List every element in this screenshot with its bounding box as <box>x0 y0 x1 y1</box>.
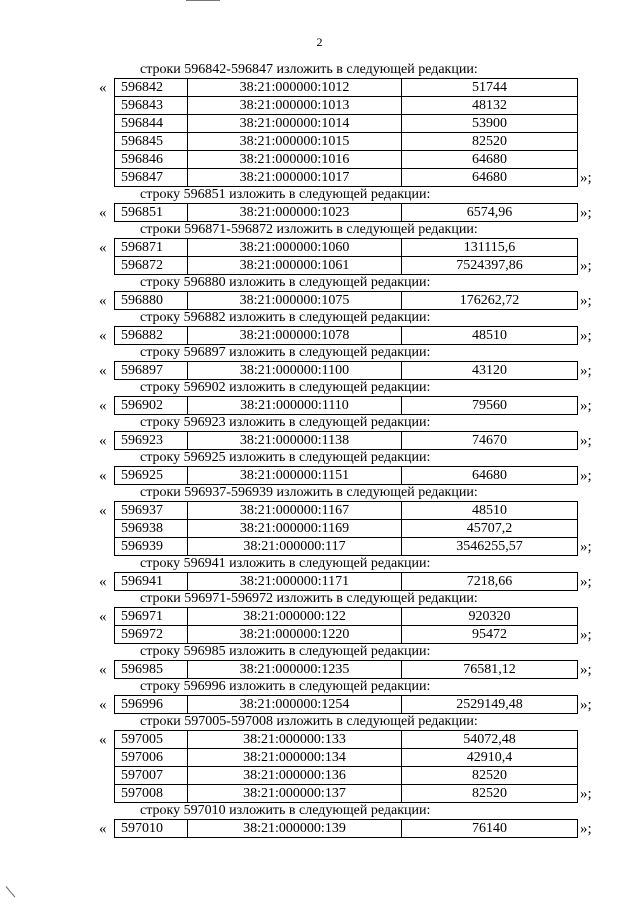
value-cell: 48132 <box>402 97 578 115</box>
row-number-cell: 596844 <box>115 115 188 133</box>
section-caption: строку 596851 изложить в следующей редакции: <box>140 187 431 202</box>
opening-quote: « <box>99 240 107 256</box>
row-number-cell: 596985 <box>115 661 188 679</box>
value-cell: 920320 <box>402 608 578 626</box>
value-cell: 6574,96 <box>402 204 578 222</box>
cadastral-number-cell: 38:21:000000:139 <box>188 820 402 838</box>
row-number-cell: 596971 <box>115 608 188 626</box>
value-cell: 7524397,86 <box>402 257 578 275</box>
cadastral-number-cell: 38:21:000000:1016 <box>188 151 402 169</box>
value-cell: 64680 <box>402 151 578 169</box>
value-cell: 176262,72 <box>402 292 578 310</box>
closing-quote: »; <box>580 468 592 484</box>
value-cell: 64680 <box>402 169 578 187</box>
value-cell: 76581,12 <box>402 661 578 679</box>
cadastral-number-cell: 38:21:000000:1023 <box>188 204 402 222</box>
amendment-table <box>114 396 578 415</box>
table-row <box>115 432 578 450</box>
table-row <box>115 820 578 838</box>
opening-quote: « <box>99 732 107 748</box>
cadastral-number-cell: 38:21:000000:1012 <box>188 79 402 97</box>
amendment-table <box>114 326 578 345</box>
table-row <box>115 749 578 767</box>
amendment-table <box>114 695 578 714</box>
closing-quote: »; <box>580 662 592 678</box>
amendment-table <box>114 431 578 450</box>
section-caption: строку 596996 изложить в следующей редакции: <box>140 679 431 694</box>
amendment-block <box>0 431 639 450</box>
row-number-cell: 596972 <box>115 626 188 644</box>
table-row <box>115 151 578 169</box>
value-cell: 54072,48 <box>402 731 578 749</box>
amendment-block <box>0 291 639 310</box>
cadastral-number-cell: 38:21:000000:1015 <box>188 133 402 151</box>
section-caption: строки 596937-596939 изложить в следующей редакции: <box>140 485 478 500</box>
closing-quote: »; <box>580 205 592 221</box>
cadastral-number-cell: 38:21:000000:1171 <box>188 573 402 591</box>
value-cell: 76140 <box>402 820 578 838</box>
table-row <box>115 115 578 133</box>
cadastral-number-cell: 38:21:000000:1061 <box>188 257 402 275</box>
row-number-cell: 597006 <box>115 749 188 767</box>
cadastral-number-cell: 38:21:000000:1014 <box>188 115 402 133</box>
value-cell: 7218,66 <box>402 573 578 591</box>
opening-quote: « <box>99 662 107 678</box>
table-row <box>115 502 578 520</box>
table-row <box>115 292 578 310</box>
amendment-block <box>0 730 639 803</box>
page-number: 2 <box>316 35 323 49</box>
closing-quote: »; <box>580 398 592 414</box>
closing-quote: »; <box>580 627 592 643</box>
section-caption: строку 596902 изложить в следующей редакции: <box>140 380 431 395</box>
amendment-table <box>114 607 578 644</box>
amendment-block <box>0 326 639 345</box>
value-cell: 131115,6 <box>402 239 578 257</box>
table-row <box>115 661 578 679</box>
opening-quote: « <box>99 609 107 625</box>
value-cell: 64680 <box>402 467 578 485</box>
cadastral-number-cell: 38:21:000000:1254 <box>188 696 402 714</box>
cadastral-number-cell: 38:21:000000:1078 <box>188 327 402 345</box>
closing-quote: »; <box>580 539 592 555</box>
closing-quote: »; <box>580 697 592 713</box>
amendment-block <box>0 660 639 679</box>
table-row <box>115 767 578 785</box>
cadastral-number-cell: 38:21:000000:1167 <box>188 502 402 520</box>
value-cell: 3546255,57 <box>402 538 578 556</box>
cadastral-number-cell: 38:21:000000:1100 <box>188 362 402 380</box>
closing-quote: »; <box>580 293 592 309</box>
value-cell: 42910,4 <box>402 749 578 767</box>
row-number-cell: 596847 <box>115 169 188 187</box>
opening-quote: « <box>99 574 107 590</box>
opening-quote: « <box>99 80 107 96</box>
closing-quote: »; <box>580 258 592 274</box>
section-caption: строки 596871-596872 изложить в следующей редакции: <box>140 222 478 237</box>
row-number-cell: 596842 <box>115 79 188 97</box>
amendment-block <box>0 607 639 644</box>
cadastral-number-cell: 38:21:000000:133 <box>188 731 402 749</box>
table-row <box>115 97 578 115</box>
row-number-cell: 596851 <box>115 204 188 222</box>
table-row <box>115 204 578 222</box>
value-cell: 82520 <box>402 785 578 803</box>
amendment-table <box>114 819 578 838</box>
table-row <box>115 608 578 626</box>
cadastral-number-cell: 38:21:000000:1013 <box>188 97 402 115</box>
opening-quote: « <box>99 468 107 484</box>
row-number-cell: 597010 <box>115 820 188 838</box>
cadastral-number-cell: 38:21:000000:1075 <box>188 292 402 310</box>
opening-quote: « <box>99 433 107 449</box>
amendments-list <box>0 62 639 838</box>
opening-quote: « <box>99 205 107 221</box>
value-cell: 74670 <box>402 432 578 450</box>
amendment-table <box>114 78 578 187</box>
value-cell: 53900 <box>402 115 578 133</box>
row-number-cell: 596897 <box>115 362 188 380</box>
row-number-cell: 596845 <box>115 133 188 151</box>
amendment-block <box>0 501 639 556</box>
cadastral-number-cell: 38:21:000000:1060 <box>188 239 402 257</box>
section-caption: строку 596897 изложить в следующей редакции: <box>140 345 431 360</box>
opening-quote: « <box>99 328 107 344</box>
cadastral-number-cell: 38:21:000000:1138 <box>188 432 402 450</box>
amendment-block <box>0 203 639 222</box>
closing-quote: »; <box>580 574 592 590</box>
amendment-table <box>114 501 578 556</box>
cadastral-number-cell: 38:21:000000:1110 <box>188 397 402 415</box>
row-number-cell: 596941 <box>115 573 188 591</box>
value-cell: 43120 <box>402 362 578 380</box>
table-row <box>115 538 578 556</box>
table-row <box>115 520 578 538</box>
amendment-table <box>114 572 578 591</box>
amendment-table <box>114 238 578 275</box>
table-row <box>115 696 578 714</box>
cadastral-number-cell: 38:21:000000:1220 <box>188 626 402 644</box>
section-caption: строки 596971-596972 изложить в следующей редакции: <box>140 591 478 606</box>
row-number-cell: 596882 <box>115 327 188 345</box>
amendment-table <box>114 361 578 380</box>
amendment-block <box>0 819 639 838</box>
table-row <box>115 327 578 345</box>
section-caption: строки 597005-597008 изложить в следующей редакции: <box>140 714 478 729</box>
row-number-cell: 596880 <box>115 292 188 310</box>
table-row <box>115 133 578 151</box>
cadastral-number-cell: 38:21:000000:1151 <box>188 467 402 485</box>
table-row <box>115 169 578 187</box>
cadastral-number-cell: 38:21:000000:117 <box>188 538 402 556</box>
row-number-cell: 596937 <box>115 502 188 520</box>
cadastral-number-cell: 38:21:000000:1235 <box>188 661 402 679</box>
opening-quote: « <box>99 363 107 379</box>
scan-artifact <box>186 0 220 4</box>
table-row <box>115 79 578 97</box>
value-cell: 45707,2 <box>402 520 578 538</box>
row-number-cell: 596902 <box>115 397 188 415</box>
value-cell: 2529149,48 <box>402 696 578 714</box>
amendment-block <box>0 78 639 187</box>
amendment-block <box>0 572 639 591</box>
row-number-cell: 596843 <box>115 97 188 115</box>
table-row <box>115 573 578 591</box>
opening-quote: « <box>99 697 107 713</box>
row-number-cell: 596871 <box>115 239 188 257</box>
closing-quote: »; <box>580 363 592 379</box>
value-cell: 48510 <box>402 502 578 520</box>
row-number-cell: 597005 <box>115 731 188 749</box>
row-number-cell: 597007 <box>115 767 188 785</box>
section-caption: строки 596842-596847 изложить в следующей редакции: <box>140 62 478 77</box>
row-number-cell: 596846 <box>115 151 188 169</box>
table-row <box>115 626 578 644</box>
cadastral-number-cell: 38:21:000000:122 <box>188 608 402 626</box>
cadastral-number-cell: 38:21:000000:1017 <box>188 169 402 187</box>
row-number-cell: 597008 <box>115 785 188 803</box>
table-row <box>115 785 578 803</box>
value-cell: 51744 <box>402 79 578 97</box>
closing-quote: »; <box>580 433 592 449</box>
section-caption: строку 597010 изложить в следующей редакции: <box>140 803 431 818</box>
section-caption: строку 596925 изложить в следующей редакции: <box>140 450 431 465</box>
row-number-cell: 596872 <box>115 257 188 275</box>
table-row <box>115 731 578 749</box>
value-cell: 48510 <box>402 327 578 345</box>
cadastral-number-cell: 38:21:000000:137 <box>188 785 402 803</box>
table-row <box>115 362 578 380</box>
row-number-cell: 596925 <box>115 467 188 485</box>
amendment-block <box>0 238 639 275</box>
table-row <box>115 239 578 257</box>
amendment-table <box>114 203 578 222</box>
amendment-block <box>0 396 639 415</box>
row-number-cell: 596923 <box>115 432 188 450</box>
section-caption: строку 596985 изложить в следующей редакции: <box>140 644 431 659</box>
section-caption: строку 596880 изложить в следующей редакции: <box>140 275 431 290</box>
amendment-table <box>114 291 578 310</box>
cadastral-number-cell: 38:21:000000:1169 <box>188 520 402 538</box>
closing-quote: »; <box>580 328 592 344</box>
table-row <box>115 467 578 485</box>
row-number-cell: 596996 <box>115 696 188 714</box>
row-number-cell: 596938 <box>115 520 188 538</box>
table-row <box>115 397 578 415</box>
value-cell: 95472 <box>402 626 578 644</box>
amendment-table <box>114 730 578 803</box>
closing-quote: »; <box>580 821 592 837</box>
amendment-block <box>0 466 639 485</box>
opening-quote: « <box>99 398 107 414</box>
amendment-table <box>114 466 578 485</box>
row-number-cell: 596939 <box>115 538 188 556</box>
section-caption: строку 596882 изложить в следующей редакции: <box>140 310 431 325</box>
opening-quote: « <box>99 503 107 519</box>
section-caption: строку 596923 изложить в следующей редакции: <box>140 415 431 430</box>
cadastral-number-cell: 38:21:000000:136 <box>188 767 402 785</box>
opening-quote: « <box>99 293 107 309</box>
amendment-table <box>114 660 578 679</box>
scan-artifact-corner <box>6 886 16 897</box>
value-cell: 79560 <box>402 397 578 415</box>
cadastral-number-cell: 38:21:000000:134 <box>188 749 402 767</box>
amendment-block <box>0 361 639 380</box>
table-row <box>115 257 578 275</box>
closing-quote: »; <box>580 170 592 186</box>
opening-quote: « <box>99 821 107 837</box>
value-cell: 82520 <box>402 767 578 785</box>
amendment-block <box>0 695 639 714</box>
value-cell: 82520 <box>402 133 578 151</box>
closing-quote: »; <box>580 786 592 802</box>
section-caption: строку 596941 изложить в следующей редакции: <box>140 556 431 571</box>
